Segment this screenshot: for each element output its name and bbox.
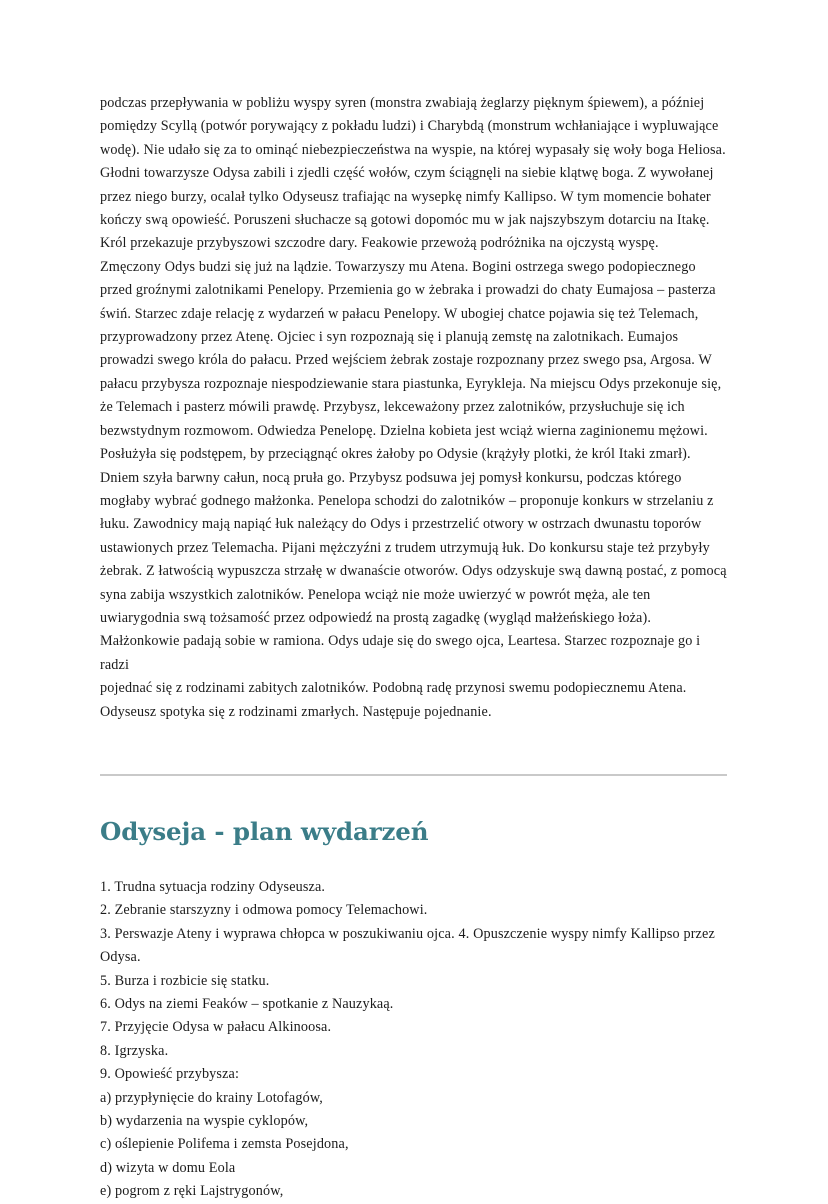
list-item: c) oślepienie Polifema i zemsta Posejdona, [100,1136,349,1153]
plan-list [100,876,730,1204]
list-item: 5. Burza i rozbicie się statku. [100,972,270,989]
list-item: d) wizyta w domu Eola [100,1159,236,1176]
document-content [100,92,730,1204]
list-item: 8. Igrzyska. [100,1042,169,1059]
section-heading: Odyseja - plan wydarzeń [100,816,429,846]
body-paragraph-1: podczas przepływania w pobliżu wyspy syren (monstra zwabiają żeglarzy pięknym śpiewem), a później pomiędzy Scyllą (potwór porywający z pokładu ludzi) i Charybdą (monstrum wchłaniające i wypluwające wodę). Nie udało się za to ominąć niebezpieczeństwa na wyspie, na której wypasały się woły boga Heliosa. Głodni towarzysze Odysa zabili i zjedli część wołów, czym ściągnęli na siebie klątwę boga. Z wywołanej przez niego burzy, ocalał tylko Odyseusz trafiając na wysepkę nimfy Kallipso. W tym momencie bohater kończy swą opowieść. Poruszeni słuchacze są gotowi dopomóc mu w jak najszybszym dotarciu na Itakę. Król przekazuje przybyszowi szczodre dary. Feakowie przewożą podróżnika na ojczystą wyspę. [100,95,726,252]
list-item: 1. Trudna sytuacja rodziny Odyseusza. [100,878,326,895]
section-divider-wrapper [100,774,730,794]
list-item: 3. Perswazje Ateny i wyprawa chłopca w poszukiwaniu ojca. 4. Opuszczenie wyspy nimfy Kallipso przez Odysa. [100,925,715,966]
list-item: a) przypłynięcie do krainy Lotofagów, [100,1089,323,1106]
section-divider [100,774,727,776]
body-paragraph-2: Zmęczony Odys budzi się już na lądzie. Towarzyszy mu Atena. Bogini ostrzega swego podopiecznego przed groźnymi zalotnikami Penelopy. Przemienia go w żebraka i prowadzi do chaty Eumajosa – pasterza świń. Starzec zdaje relację z wydarzeń w pałacu Penelopy. W ubogiej chatce pojawia się też Telemach, przyprowadzony przez Atenę. Ojciec i syn rozpoznają się i planują zemstę na zalotnikach. Eumajos prowadzi swego króla do pałacu. Przed wejściem żebrak zostaje rozpoznany przez swego psa, Argosa. W pałacu przybysza rozpoznaje niespodziewanie stara piastunka, Eyrykleja. Na miejscu Odys przekonuje się, że Telemach i pasterz mówili prawdę. Przybysz, lekceważony przez zalotników, przysłuchuje się ich bezwstydnym rozmowom. Odwiedza Penelopę. Dzielna kobieta jest wciąż wierna zaginionemu mężowi. Posłużyła się podstępem, by przeciągnąć okres żałoby po Odysie (krążyły plotki, że król Itaki zmarł). Dniem szyła barwny całun, nocą pruła go. Przybysz podsuwa jej pomysł konkursu, podczas którego mogłaby wybrać godnego małżonka. Penelopa schodzi do zalotników – proponuje konkurs w strzelaniu z łuku. Zawodnicy mają napiąć łuk należący do Odys i przestrzelić otwory w ostrzach dwunastu toporów ustawionych przez Telemacha. Pijani mężczyźni z trudem utrzymują łuk. Do konkursu staje też przybyły żebrak. Z łatwością wypuszcza strzałę w dwanaście otworów. Odys odzyskuje swą dawną postać, z pomocą syna zabija wszystkich zalotników. Penelopa wciąż nie może uwierzyć w powrót męża, ale ten uwiarygodnia swą tożsamość przez odpowiedź na prostą zagadkę (wygląd małżeńskiego łoża). Małżonkowie padają sobie w ramiona. Odys udaje się do swego ojca, Leartesa. Starzec rozpoznaje go i radzi [100,258,727,673]
body-paragraph-3: pojednać się z rodzinami zabitych zalotników. Podobną radę przynosi swemu podopiecznemu Atena. Odyseusz spotyka się z rodzinami zmarłych. Następuje pojednanie. [100,680,687,720]
list-item: e) pogrom z ręki Lajstrygonów, [100,1183,284,1200]
list-item: 7. Przyjęcie Odysa w pałacu Alkinoosa. [100,1019,332,1036]
list-item: 2. Zebranie starszyzny i odmowa pomocy Telemachowi. [100,902,428,919]
list-item: 6. Odys na ziemi Feaków – spotkanie z Nauzykaą. [100,996,394,1012]
list-item: b) wydarzenia na wyspie cyklopów, [100,1113,309,1130]
list-item: 9. Opowieść przybysza: [100,1066,240,1083]
